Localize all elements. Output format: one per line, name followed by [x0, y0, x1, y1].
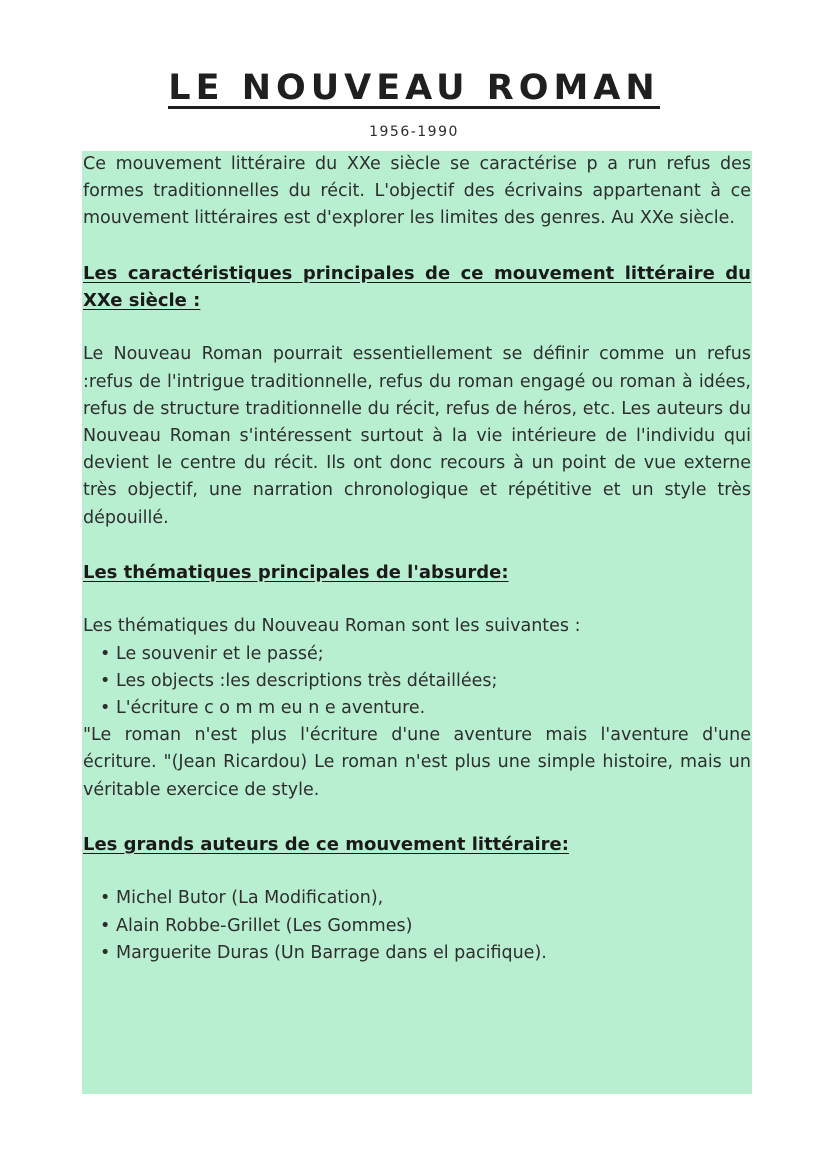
- period-dates: 1956-1990: [369, 124, 459, 140]
- characteristics-paragraph: Le Nouveau Roman pourrait essentiellement se définir comme un refus :refus de l'intrigue traditionnelle, refus du roman engagé ou roman à idées, refus de structure traditionnelle du récit, refus de héros, etc. Les auteurs du Nouveau Roman s'intéressent surtout à la vie intérieure de l'individu qui devient le centre du récit. Ils ont donc recours à un point de vue externe très objectif, une narration chronologique et répétitive et un style très dépouillé.: [83, 344, 751, 528]
- authors-list: [83, 885, 751, 967]
- ricardou-quote: "Le roman n'est plus l'écriture d'une aventure mais l'aventure d'une écriture. "(Jean Ricardou) Le roman n'est plus une simple histoire, mais un véritable exercice de style.: [83, 725, 751, 800]
- list-item: • L'écriture c o m m eu n e aventure.: [116, 695, 751, 722]
- list-item: • Michel Butor (La Modification),: [116, 885, 751, 912]
- section-heading-authors: Les grands auteurs de ce mouvement littéraire:: [83, 834, 569, 855]
- themes-lead: Les thématiques du Nouveau Roman sont les suivantes :: [83, 616, 581, 637]
- section-heading-themes: Les thématiques principales de l'absurde:: [83, 562, 509, 583]
- list-item: • Alain Robbe-Grillet (Les Gommes): [116, 913, 751, 940]
- page-title: [0, 68, 828, 109]
- list-item: • Les objects :les descriptions très détaillées;: [116, 668, 751, 695]
- page-title-text: LE NOUVEAU ROMAN: [168, 68, 660, 108]
- list-item: • Marguerite Duras (Un Barrage dans el pacifique).: [116, 940, 751, 967]
- themes-list: [83, 641, 751, 723]
- section-heading-characteristics: Les caractéristiques principales de ce mouvement littéraire du XXe siècle :: [83, 262, 751, 311]
- intro-paragraph: Ce mouvement littéraire du XXe siècle se caractérise p a run refus des formes traditionnelles du récit. L'objectif des écrivains appartenant à ce mouvement littéraires est d'explorer les limites des genres. Au XXe siècle.: [83, 154, 751, 229]
- content-panel: [82, 151, 752, 1094]
- content-body: [82, 151, 752, 967]
- list-item: • Le souvenir et le passé;: [116, 641, 751, 668]
